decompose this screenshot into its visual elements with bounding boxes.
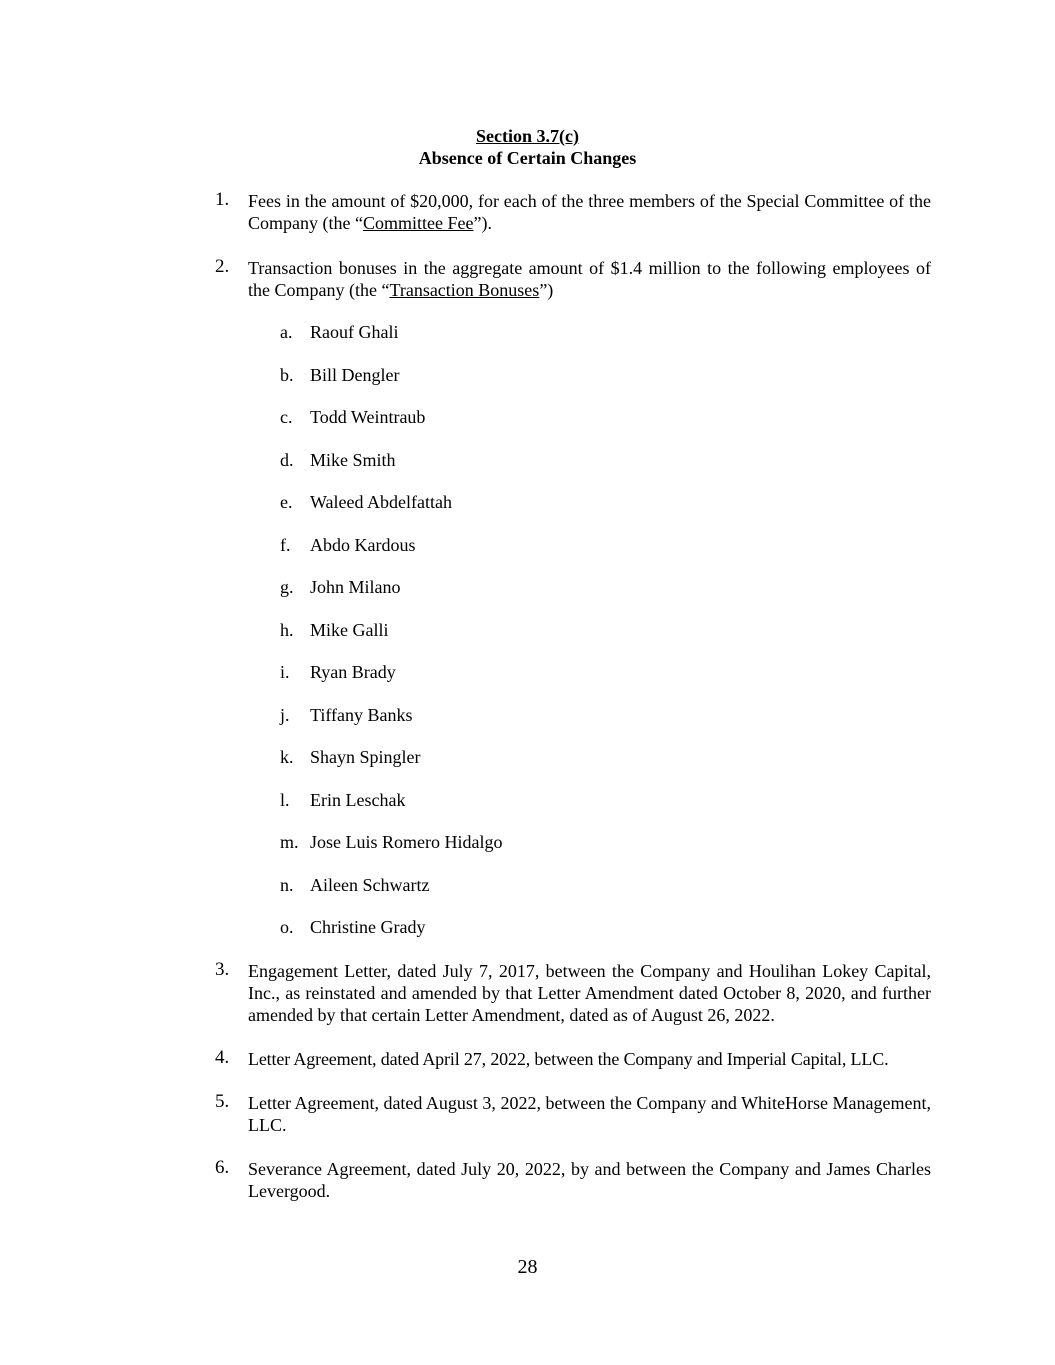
employee-item bbox=[280, 576, 401, 598]
item-text: Severance Agreement, dated July 20, 2022, by and between the Company and James Charles Levergood. bbox=[248, 1159, 931, 1201]
employee-name: Mike Galli bbox=[310, 620, 389, 640]
employee-letter: m. bbox=[280, 832, 299, 852]
employee-name: John Milano bbox=[310, 577, 401, 597]
employee-letter: c. bbox=[280, 407, 293, 427]
employee-item bbox=[280, 831, 502, 853]
employee-item bbox=[280, 491, 452, 513]
list-item-6 bbox=[215, 1158, 931, 1202]
employee-item bbox=[280, 406, 425, 428]
employee-item bbox=[280, 874, 429, 896]
list-item-1 bbox=[215, 190, 931, 234]
item-number: 1. bbox=[215, 189, 230, 210]
employee-letter: b. bbox=[280, 365, 294, 385]
employee-name: Aileen Schwartz bbox=[310, 875, 430, 895]
employee-letter: g. bbox=[280, 577, 294, 597]
item-text: Letter Agreement, dated April 27, 2022, between the Company and Imperial Capital, LLC. bbox=[248, 1049, 889, 1069]
employee-item bbox=[280, 661, 396, 683]
employee-name: Raouf Ghali bbox=[310, 322, 399, 342]
employee-letter: k. bbox=[280, 747, 294, 767]
employee-name: Ryan Brady bbox=[310, 662, 396, 682]
employee-item bbox=[280, 916, 425, 938]
list-item-3 bbox=[215, 960, 931, 1026]
employee-name: Bill Dengler bbox=[310, 365, 400, 385]
item-text-post: ”). bbox=[473, 213, 492, 233]
employee-item bbox=[280, 789, 405, 811]
employee-item bbox=[280, 321, 398, 343]
item-text-pre: Transaction bonuses in the aggregate amount of $1.4 million to the following employees of the Company (the “ bbox=[248, 258, 931, 300]
employee-letter: f. bbox=[280, 535, 291, 555]
page-number: 28 bbox=[517, 1256, 538, 1278]
defined-term: Committee Fee bbox=[362, 213, 474, 233]
employee-name: Mike Smith bbox=[310, 450, 396, 470]
employee-letter: l. bbox=[280, 790, 290, 810]
item-number: 4. bbox=[215, 1047, 230, 1068]
employee-name: Jose Luis Romero Hidalgo bbox=[310, 832, 503, 852]
employee-letter: a. bbox=[280, 322, 293, 342]
employee-name: Tiffany Banks bbox=[310, 705, 413, 725]
employee-letter: e. bbox=[280, 492, 293, 512]
list-item-2 bbox=[215, 257, 931, 301]
item-number: 5. bbox=[215, 1091, 230, 1112]
employee-name: Erin Leschak bbox=[310, 790, 406, 810]
item-text-post: ”) bbox=[539, 280, 554, 300]
employee-item bbox=[280, 449, 396, 471]
section-subtitle: Absence of Certain Changes bbox=[418, 148, 637, 168]
item-text: Engagement Letter, dated July 7, 2017, between the Company and Houlihan Lokey Capital, Inc., as reinstated and amended by that Letter Amendment dated October 8, 2020, and further amended by that certain Letter Amendment, dated as of August 26, 2022. bbox=[248, 961, 931, 1025]
employee-letter: h. bbox=[280, 620, 294, 640]
item-text-pre: Fees in the amount of $20,000, for each of the three members of the Special Committee of the Company (the “ bbox=[248, 191, 931, 233]
item-number: 2. bbox=[215, 256, 230, 277]
employee-letter: j. bbox=[280, 705, 290, 725]
item-number: 6. bbox=[215, 1157, 230, 1178]
item-text: Letter Agreement, dated August 3, 2022, between the Company and WhiteHorse Management, LLC. bbox=[248, 1093, 931, 1135]
employee-letter: i. bbox=[280, 662, 290, 682]
employee-item bbox=[280, 619, 389, 641]
employee-letter: n. bbox=[280, 875, 294, 895]
item-number: 3. bbox=[215, 959, 230, 980]
employee-name: Todd Weintraub bbox=[310, 407, 426, 427]
section-title: Section 3.7(c) bbox=[476, 126, 579, 146]
employee-letter: d. bbox=[280, 450, 294, 470]
employee-letter: o. bbox=[280, 917, 294, 937]
employee-name: Shayn Spingler bbox=[310, 747, 421, 767]
defined-term: Transaction Bonuses bbox=[389, 280, 540, 300]
employee-name: Abdo Kardous bbox=[310, 535, 416, 555]
employee-item bbox=[280, 704, 413, 726]
employee-item bbox=[280, 364, 399, 386]
list-item-4 bbox=[215, 1048, 931, 1070]
item-text bbox=[248, 257, 931, 301]
employee-item bbox=[280, 746, 421, 768]
list-item-5 bbox=[215, 1092, 931, 1136]
employee-name: Christine Grady bbox=[310, 917, 426, 937]
employee-item bbox=[280, 534, 416, 556]
item-text bbox=[248, 190, 931, 234]
employee-name: Waleed Abdelfattah bbox=[310, 492, 452, 512]
